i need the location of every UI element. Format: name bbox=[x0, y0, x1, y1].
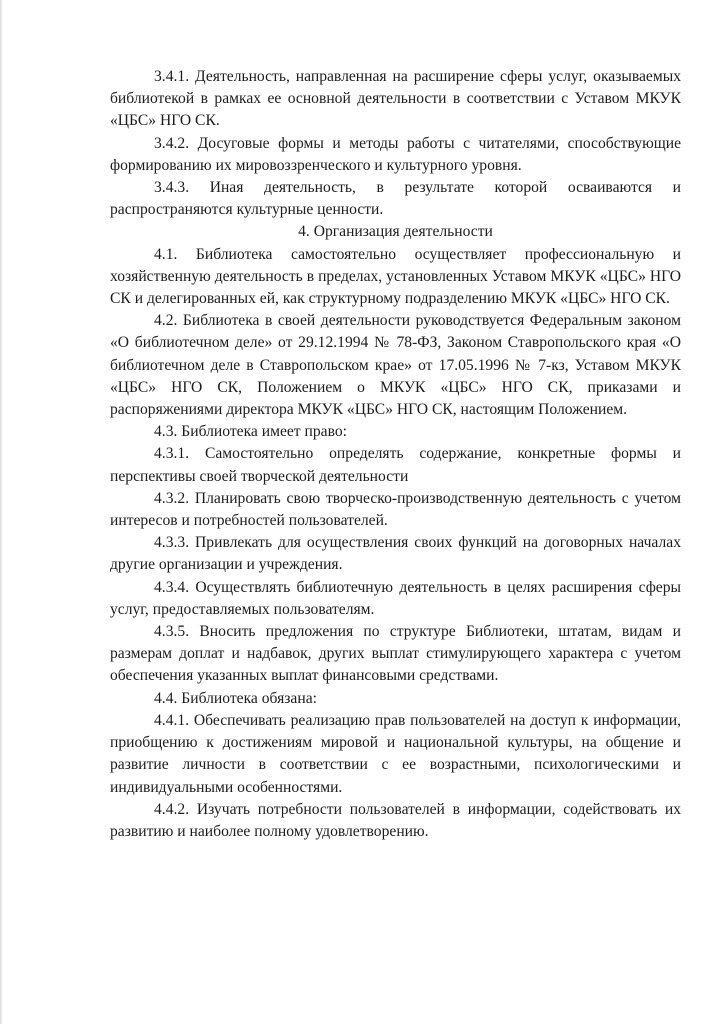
paragraph-4-4: 4.4. Библиотека обязана: bbox=[154, 689, 317, 707]
paragraph-3-4-3: 3.4.3. Иная деятельность, в результате которой осваиваются и распространяются культурные ценности. bbox=[110, 179, 681, 219]
paragraph-4-2: 4.2. Библиотека в своей деятельности руководствуется Федеральным законом «О библиотечном деле» от 29.12.1994 № 78-ФЗ, Законом Ставропольского края «О библиотечном деле в Ставропольском крае» от 17.05.1996 № 7-кз, Уставом МКУК «ЦБС» НГО СК, Положением о МКУК «ЦБС» НГО СК, приказами и распоряжениями директора МКУК «ЦБС» НГО СК, настоящим Положением. bbox=[110, 312, 681, 419]
paragraph-4-3: 4.3. Библиотека имеет право: bbox=[154, 423, 347, 441]
paragraph-3-4-2: 3.4.2. Досуговые формы и методы работы с читателями, способствующие формированию их мировоззренческого и культурного уровня. bbox=[110, 134, 681, 174]
paragraph-4-3-2: 4.3.2. Планировать свою творческо-производственную деятельность с учетом интересов и потребностей пользователей. bbox=[110, 489, 681, 530]
paragraph-4-3-3: 4.3.3. Привлекать для осуществления своих функций на договорных началах другие организации и учреждения. bbox=[110, 534, 681, 574]
paragraph-3-4-1: 3.4.1. Деятельность, направленная на расширение сферы услуг, оказываемых библиотекой в рамках ее основной деятельности в соответствии с Уставом МКУК «ЦБС» НГО СК. bbox=[110, 68, 681, 130]
section-heading-4: 4. Организация деятельности bbox=[298, 223, 493, 241]
paragraph-4-4-2: 4.4.2. Изучать потребности пользователей в информации, содействовать их развитию и наиболее полному удовлетворению. bbox=[110, 800, 681, 840]
paragraph-4-3-1: 4.3.1. Самостоятельно определять содержание, конкретные формы и перспективы своей творческой деятельности bbox=[110, 445, 681, 485]
paragraph-4-4-1: 4.4.1. Обеспечивать реализацию прав пользователей на доступ к информации, приобщению к достижениям мировой и национальной культуры, на общение и развитие личности в соответствии с ее возрастными, психологическими и индивидуальными особенностями. bbox=[110, 711, 681, 796]
paragraph-4-1: 4.1. Библиотека самостоятельно осуществляет профессиональную и хозяйственную деятельность в пределах, установленных Уставом МКУК «ЦБС» НГО СК и делегированных ей, как структурному подразделению МКУК «ЦБС» НГО СК. bbox=[110, 245, 681, 308]
paragraph-4-3-4: 4.3.4. Осуществлять библиотечную деятельность в целях расширения сферы услуг, предоставляемых пользователям. bbox=[110, 578, 681, 618]
scan-edge-shadow bbox=[0, 0, 3, 1024]
document-page bbox=[110, 66, 681, 843]
paragraph-4-3-5: 4.3.5. Вносить предложения по структуре Библиотеки, штатам, видам и размерам доплат и надбавок, других выплат стимулирующего характера с учетом обеспечения указанных выплат финансовыми средствами. bbox=[110, 623, 681, 685]
